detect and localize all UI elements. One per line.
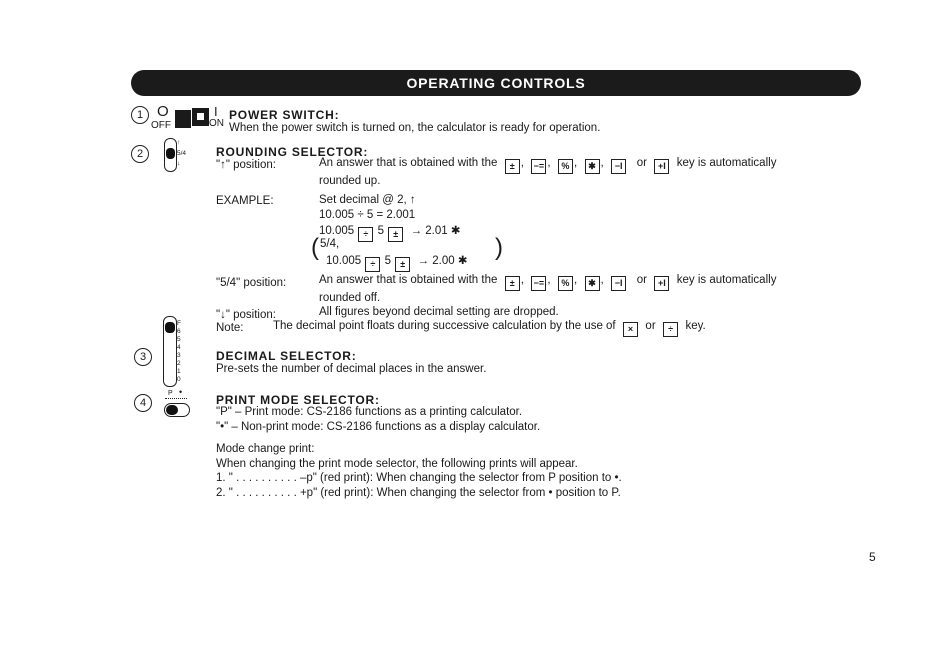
mode-change-label: Mode change print: <box>216 443 315 455</box>
decimal-label-3: 3 <box>177 352 181 359</box>
off-label: OFF <box>151 120 171 131</box>
note-text: The decimal point floats during successive calculation by the use of × or ÷ key. <box>273 320 706 337</box>
down-position-text: All figures beyond decimal setting are dropped. <box>319 306 559 318</box>
marker-4: 4 <box>134 394 152 412</box>
decimal-label-1: 1 <box>177 368 181 375</box>
mid-position-text-cont: rounded off. <box>319 292 381 304</box>
example-line-4: 5/4, <box>320 238 340 250</box>
example-line-1: Set decimal @ 2, ↑ <box>319 194 416 206</box>
marker-3: 3 <box>134 348 152 366</box>
print-switch-label-dot: • <box>179 387 183 397</box>
example-line-5: 10.005 ÷ 5 ± → 2.00 ✱ <box>326 253 468 272</box>
decimal-label-0: 0 <box>177 376 181 383</box>
on-symbol: I <box>214 104 218 119</box>
rounding-switch-icon <box>164 138 177 172</box>
marker-1: 1 <box>131 106 149 124</box>
mode-change-item-2: 2. " . . . . . . . . . . +p" (red print): When changing the selector from • position to P. <box>216 487 621 499</box>
print-mode-switch-icon <box>164 403 190 417</box>
print-mode-line-2: "•" – Non-print mode: CS-2186 functions as a display calculator. <box>216 421 541 433</box>
example-line-3: 10.005 ÷ 5 ± → 2.01 ✱ <box>319 223 461 242</box>
decimal-label-5: 5 <box>177 336 181 343</box>
print-mode-heading: PRINT MODE SELECTOR: <box>216 393 380 407</box>
marker-2: 2 <box>131 145 149 163</box>
mid-position-text: An answer that is obtained with the ± , −= , % , ✱ , −I or +I key is automatically <box>319 274 776 291</box>
power-switch-lever-icon <box>175 110 191 128</box>
print-switch-guide-icon <box>165 398 187 402</box>
rounding-switch-label-down: ↓ <box>177 160 181 167</box>
on-label: ON <box>209 118 224 129</box>
rounding-switch-label-up: ↑ <box>177 139 181 146</box>
rounding-selector-heading: ROUNDING SELECTOR: <box>216 145 369 159</box>
mode-change-item-1: 1. " . . . . . . . . . . –p" (red print): When changing the selector from P position to •. <box>216 472 622 484</box>
print-mode-line-1: "P" – Print mode: CS-2186 functions as a printing calculator. <box>216 406 523 418</box>
mode-change-description: When changing the print mode selector, the following prints will appear. <box>216 458 578 470</box>
up-position-label: "↑" position: <box>216 159 276 171</box>
example-label: EXAMPLE: <box>216 195 274 207</box>
off-symbol: O <box>157 103 169 120</box>
decimal-selector-heading: DECIMAL SELECTOR: <box>216 349 357 363</box>
mid-position-label: "5/4" position: <box>216 277 287 289</box>
example-right-paren: ) <box>495 234 503 261</box>
example-line-2: 10.005 ÷ 5 = 2.001 <box>319 209 416 221</box>
note-label: Note: <box>216 322 244 334</box>
decimal-label-f: F <box>177 320 181 327</box>
power-switch-heading: POWER SWITCH: <box>229 108 340 122</box>
decimal-label-6: 6 <box>177 328 181 335</box>
section-title-banner: OPERATING CONTROLS <box>131 70 861 96</box>
page-number: 5 <box>869 550 876 564</box>
print-switch-label-p: P <box>168 390 173 397</box>
decimal-selector-description: Pre-sets the number of decimal places in the answer. <box>216 363 487 375</box>
down-position-label: "↓" position: <box>216 309 276 321</box>
decimal-label-2: 2 <box>177 360 181 367</box>
rounding-switch-label-54: 5/4 <box>177 150 187 157</box>
power-switch-body-icon <box>192 108 209 126</box>
up-position-text: An answer that is obtained with the ± , −= , % , ✱ , −I or +I key is automatically <box>319 157 776 174</box>
decimal-switch-icon <box>163 316 177 387</box>
power-switch-description: When the power switch is turned on, the calculator is ready for operation. <box>229 122 601 134</box>
up-position-text-cont: rounded up. <box>319 175 381 187</box>
example-left-paren: ( <box>311 234 319 261</box>
decimal-label-4: 4 <box>177 344 181 351</box>
